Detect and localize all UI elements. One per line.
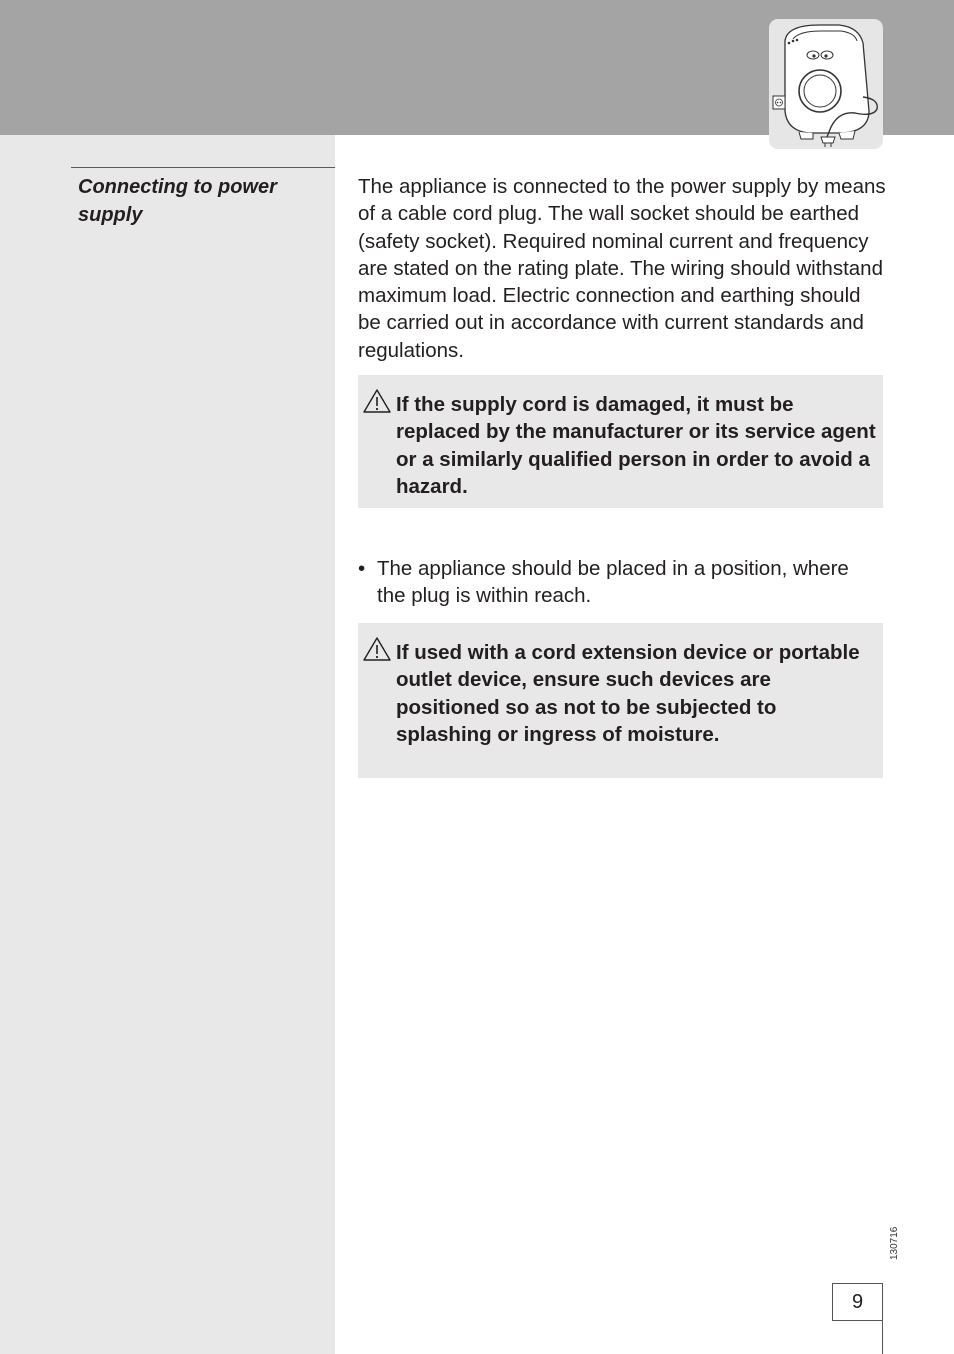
header-illustration xyxy=(769,19,883,149)
washing-machine-plug-icon xyxy=(769,19,883,149)
section-divider xyxy=(71,167,335,168)
warning-triangle-icon xyxy=(362,388,392,414)
document-code: 130716 xyxy=(889,1226,900,1260)
page-number-rule xyxy=(882,1321,883,1354)
page-number: 9 xyxy=(832,1283,883,1321)
left-sidebar xyxy=(0,135,335,1354)
body-paragraph: The appliance is connected to the power supply by means of a cable cord plug. The wall socket should be earthed (safety socket). Required nominal current and frequency are stated on the rating plate. The wiring should withstand maximum load. Electric connection and earthing should be carried out in accordance with current standards and regulations. xyxy=(358,175,886,362)
section-heading: Connecting to power supply xyxy=(78,176,277,226)
warning-text-extension-device: If used with a cord extension device or portable outlet device, ensure such devices are positioned so as not to be subjected to splashing or ingress of moisture. xyxy=(396,641,860,746)
warning-box-supply-cord xyxy=(358,375,883,508)
warning-triangle-icon xyxy=(362,636,392,662)
bullet-dot-icon: • xyxy=(358,557,366,580)
warning-text-supply-cord: If the supply cord is damaged, it must be replaced by the manufacturer or its service agent or a similarly qualified person in order to avoid a hazard. xyxy=(396,393,876,498)
bullet-text: The appliance should be placed in a position, where the plug is within reach. xyxy=(377,557,849,608)
warning-box-extension-device xyxy=(358,623,883,778)
